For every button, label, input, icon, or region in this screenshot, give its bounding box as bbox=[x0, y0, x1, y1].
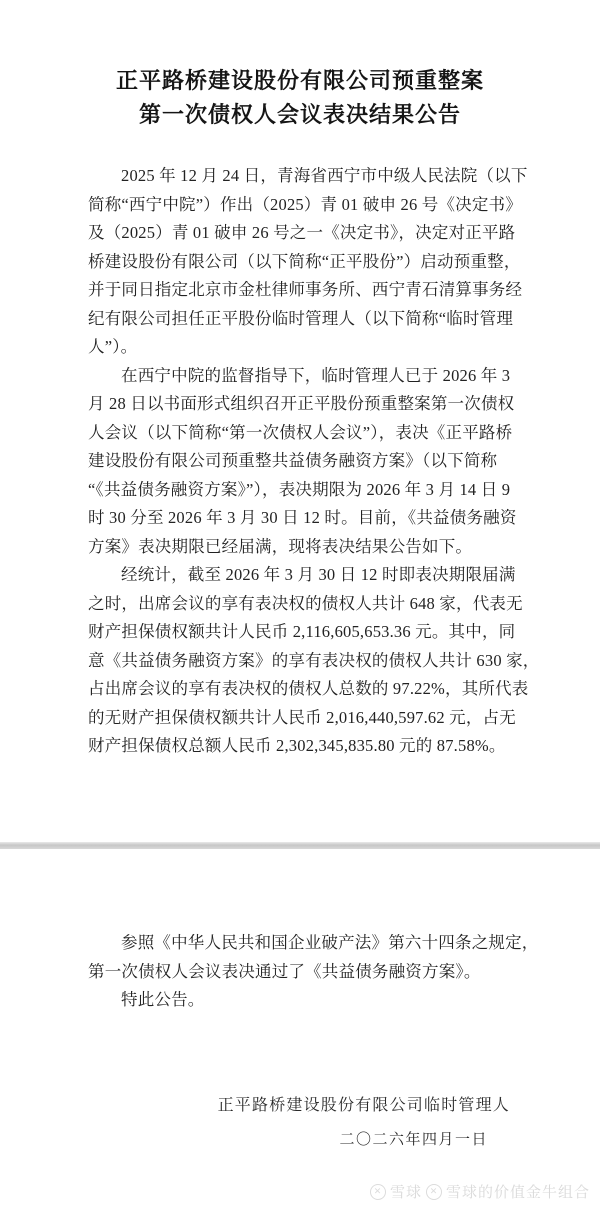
text-line: 建设股份有限公司预重整共益债务融资方案》（以下简称 bbox=[88, 451, 498, 470]
text-line: 及（2025）青 01 破申 26 号之一《决定书》，决定对正平路 bbox=[88, 223, 516, 242]
document-page-2 bbox=[0, 849, 600, 1208]
text-line: 简称“西宁中院”）作出（2025）青 01 破申 26 号《决定书》 bbox=[88, 194, 522, 214]
signature-date: 二〇二六年四月一日 bbox=[339, 1131, 488, 1148]
text-line: 时 30 分至 2026 年 3 月 30 日 12 时。目前，《共益债务融资 bbox=[88, 508, 517, 527]
watermark-account: 雪球的价值金牛组合 bbox=[445, 1184, 590, 1201]
paragraph-1 bbox=[88, 162, 528, 362]
text-line: 并于同日指定北京市金杜律师事务所、西宁青石清算事务经 bbox=[88, 280, 523, 299]
page-separator bbox=[0, 842, 600, 849]
paragraph-4 bbox=[88, 929, 539, 986]
text-line: 人会议（以下简称“第一次债权人会议”），表决《正平路桥 bbox=[88, 422, 513, 442]
text-line: 的无财产担保债权额共计人民币 2,016,440,597.62 元，占无 bbox=[88, 707, 516, 727]
paragraph-2 bbox=[88, 362, 516, 562]
page2-body bbox=[0, 929, 600, 1015]
text-line: 桥建设股份有限公司（以下简称“正平股份”）启动预重整， bbox=[88, 251, 521, 271]
signature-name: 正平路桥建设股份有限公司临时管理人 bbox=[217, 1096, 510, 1114]
paragraph-closing bbox=[88, 986, 516, 1015]
text-line: 财产担保债权额共计人民币 2,116,605,653.36 元。其中，同 bbox=[88, 622, 516, 641]
text-line: 第一次债权人会议表决通过了《共益债务融资方案》。 bbox=[88, 961, 481, 981]
signature-block bbox=[0, 1087, 600, 1155]
watermark bbox=[370, 1181, 590, 1202]
text-line: 参照《中华人民共和国企业破产法》第六十四条之规定， bbox=[121, 933, 539, 952]
text-line: 占出席会议的享有表决权的债权人总数的 97.22%，其所代表 bbox=[88, 679, 529, 698]
title-line-2: 第一次债权人会议表决结果公告 bbox=[138, 102, 461, 127]
text-line: 财产担保债权总额人民币 2,302,345,835.80 元的 87.58%。 bbox=[88, 736, 506, 755]
text-line: 人”）。 bbox=[88, 337, 138, 356]
text-line: 月 28 日以书面形式组织召开正平股份预重整案第一次债权 bbox=[88, 394, 515, 413]
text-line: “《共益债务融资方案》”），表决期限为 2026 年 3 月 14 日 9 bbox=[88, 479, 511, 499]
text-line: 2025 年 12 月 24 日，青海省西宁市中级人民法院（以下 bbox=[121, 166, 528, 185]
text-line: 之时，出席会议的享有表决权的债权人共计 648 家，代表无 bbox=[88, 593, 523, 613]
watermark-brand: 雪球 bbox=[389, 1184, 422, 1201]
text-line: 方案》表决期限已经届满，现将表决结果公告如下。 bbox=[88, 536, 473, 556]
document-title bbox=[0, 64, 600, 132]
title-line-1: 正平路桥建设股份有限公司预重整案 bbox=[115, 68, 484, 93]
text-line: 经统计，截至 2026 年 3 月 30 日 12 时即表决期限届满 bbox=[121, 565, 516, 584]
text-line: 意《共益债务融资方案》的享有表决权的债权人共计 630 家， bbox=[88, 650, 540, 670]
xueqiu-logo-icon: ✕ bbox=[426, 1184, 442, 1200]
page1-body bbox=[0, 162, 600, 761]
text-line: 在西宁中院的监督指导下，临时管理人已于 2026 年 3 bbox=[121, 365, 511, 385]
xueqiu-logo-icon: ✕ bbox=[370, 1184, 386, 1200]
text-line: 特此公告。 bbox=[121, 990, 205, 1009]
text-line: 纪有限公司担任正平股份临时管理人（以下简称“临时管理 bbox=[88, 308, 514, 328]
paragraph-3 bbox=[88, 561, 540, 761]
